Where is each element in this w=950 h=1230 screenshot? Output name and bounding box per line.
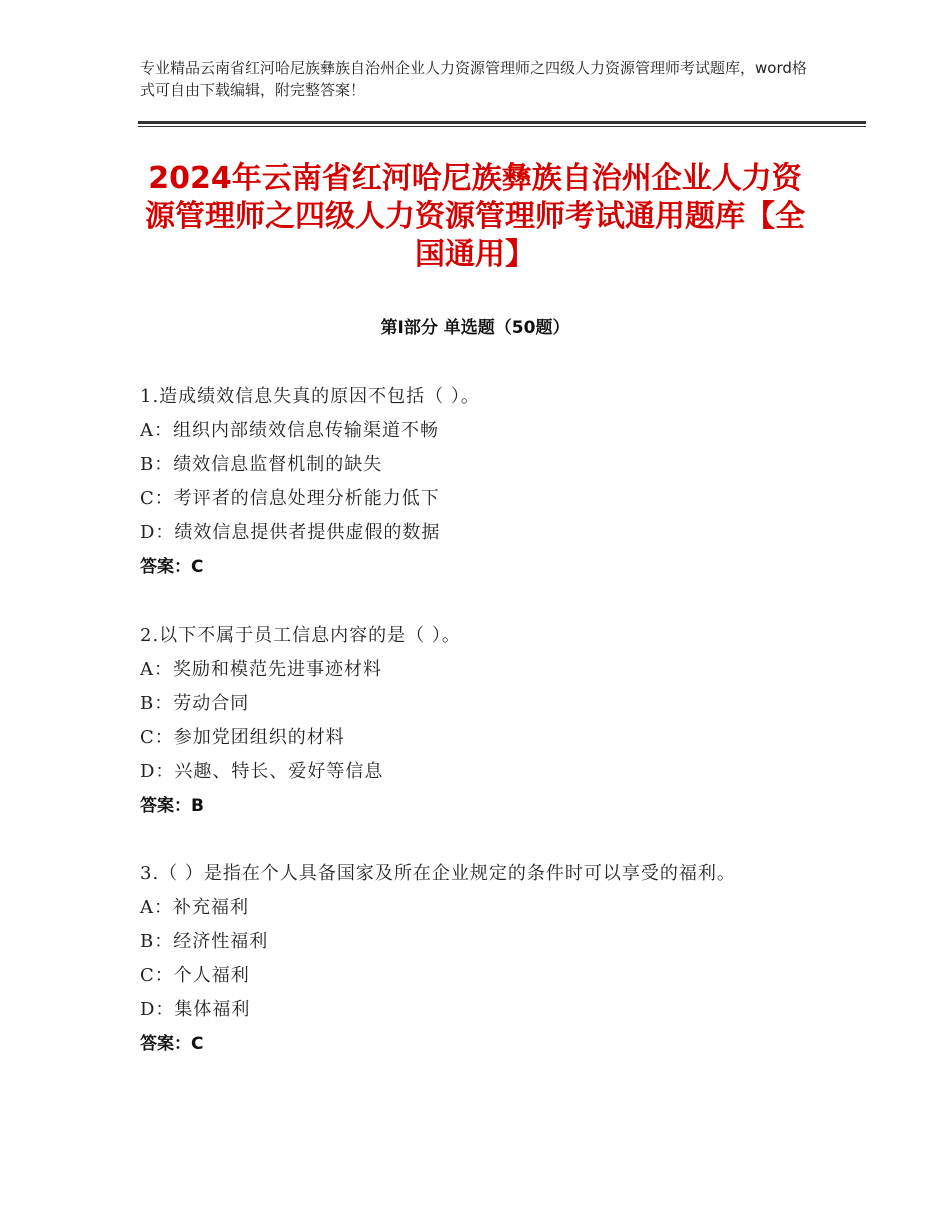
document-title: 2024年云南省红河哈尼族彝族自治州企业人力资源管理师之四级人力资源管理师考试通用题库【全国通用】 [145,161,805,272]
question-2 [140,619,790,823]
option-d: D：兴趣、特长、爱好等信息 [140,761,384,782]
option-c: C：参加党团组织的材料 [140,727,345,748]
option-a: A：组织内部绩效信息传输渠道不畅 [140,420,439,441]
option-c: C：考评者的信息处理分析能力低下 [140,488,440,509]
option-b: B：绩效信息监督机制的缺失 [140,454,383,475]
option-b: B：劳动合同 [140,693,250,714]
question-stem: 3.（ ）是指在个人具备国家及所在企业规定的条件时可以享受的福利。 [140,863,736,884]
answer: 答案：C [140,557,204,577]
option-d: D：集体福利 [140,999,251,1020]
header-note: 专业精品云南省红河哈尼族彝族自治州企业人力资源管理师之四级人力资源管理师考试题库，word格式可自由下载编辑，附完整答案！ [140,59,807,99]
option-a: A：补充福利 [140,897,249,918]
answer: 答案：B [140,796,204,816]
option-c: C：个人福利 [140,965,250,986]
question-3 [140,857,790,1061]
answer: 答案：C [140,1034,204,1054]
header-divider-thin [138,126,866,127]
option-b: B：经济性福利 [140,931,269,952]
option-d: D：绩效信息提供者提供虚假的数据 [140,522,441,543]
option-a: A：奖励和模范先进事迹材料 [140,659,382,680]
question-1 [140,380,790,584]
section-heading: 第Ⅰ部分 单选题（50题） [380,318,570,338]
header-divider-thick [138,121,866,124]
question-stem: 2.以下不属于员工信息内容的是（ ）。 [140,625,461,646]
question-stem: 1.造成绩效信息失真的原因不包括（ ）。 [140,386,480,407]
